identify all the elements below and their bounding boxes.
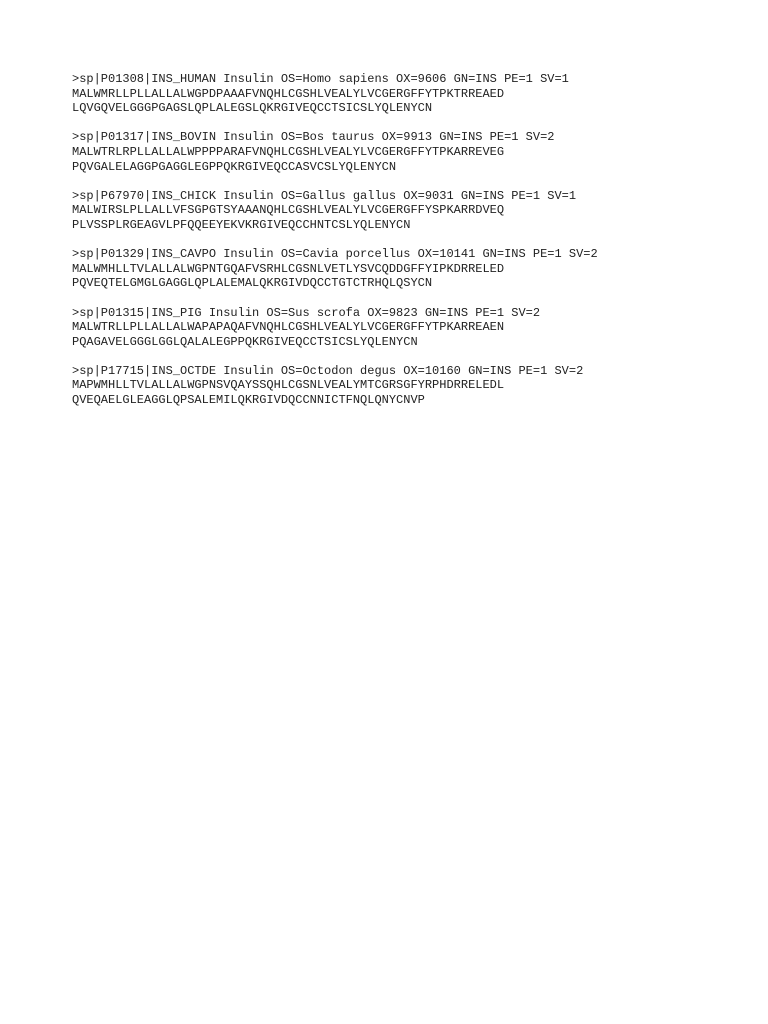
fasta-record-ins-human: [72, 72, 752, 116]
fasta-record-ins-bovin: [72, 130, 752, 174]
fasta-record-ins-cavpo: [72, 247, 752, 291]
fasta-document: [72, 72, 752, 422]
fasta-header: >sp|P67970|INS_CHICK Insulin OS=Gallus gallus OX=9031 GN=INS PE=1 SV=1: [72, 188, 577, 203]
sequence-line: PLVSSPLRGEAGVLPFQQEEYEKVKRGIVEQCCHNTCSLYQLENYCN: [72, 217, 411, 232]
sequence-line: PQVEQTELGMGLGAGGLQPLALEMALQKRGIVDQCCTGTCTRHQLQSYCN: [72, 276, 433, 291]
sequence-line: MALWMRLLPLLALLALWGPDPAAAFVNQHLCGSHLVEALYLVCGERGFFYTPKTRREAED: [72, 86, 505, 101]
sequence-line: MALWMHLLTVLALLALWGPNTGQAFVSRHLCGSNLVETLYSVCQDDGFFYIPKDRRELED: [72, 261, 505, 276]
sequence-line: MALWTRLLPLLALLALWAPAPAQAFVNQHLCGSHLVEALYLVCGERGFFYTPKARREAEN: [72, 320, 505, 335]
sequence-line: PQVGALELAGGPGAGGLEGPPQKRGIVEQCCASVCSLYQLENYCN: [72, 159, 397, 174]
fasta-header: >sp|P01317|INS_BOVIN Insulin OS=Bos taurus OX=9913 GN=INS PE=1 SV=2: [72, 130, 555, 145]
fasta-record-ins-chick: [72, 189, 752, 233]
sequence-line: LQVGQVELGGGPGAGSLQPLALEGSLQKRGIVEQCCTSICSLYQLENYCN: [72, 101, 433, 116]
fasta-header: >sp|P01315|INS_PIG Insulin OS=Sus scrofa OX=9823 GN=INS PE=1 SV=2: [72, 305, 541, 320]
sequence-line: QVEQAELGLEAGGLQPSALEMILQKRGIVDQCCNNICTFNQLQNYCNVP: [72, 393, 425, 408]
fasta-header: >sp|P01329|INS_CAVPO Insulin OS=Cavia porcellus OX=10141 GN=INS PE=1 SV=2: [72, 247, 598, 262]
fasta-record-ins-octde: [72, 364, 752, 408]
sequence-line: MALWIRSLPLLALLVFSGPGTSYAAANQHLCGSHLVEALYLVCGERGFFYSPKARRDVEQ: [72, 203, 505, 218]
fasta-header: >sp|P17715|INS_OCTDE Insulin OS=Octodon degus OX=10160 GN=INS PE=1 SV=2: [72, 363, 584, 378]
fasta-record-ins-pig: [72, 306, 752, 350]
sequence-line: MAPWMHLLTVLALLALWGPNSVQAYSSQHLCGSNLVEALYMTCGRSGFYRPHDRRELEDL: [72, 378, 505, 393]
sequence-line: MALWTRLRPLLALLALWPPPPARAFVNQHLCGSHLVEALYLVCGERGFFYTPKARREVEG: [72, 144, 505, 159]
sequence-line: PQAGAVELGGGLGGLQALALEGPPQKRGIVEQCCTSICSLYQLENYCN: [72, 334, 418, 349]
fasta-header: >sp|P01308|INS_HUMAN Insulin OS=Homo sapiens OX=9606 GN=INS PE=1 SV=1: [72, 72, 569, 86]
